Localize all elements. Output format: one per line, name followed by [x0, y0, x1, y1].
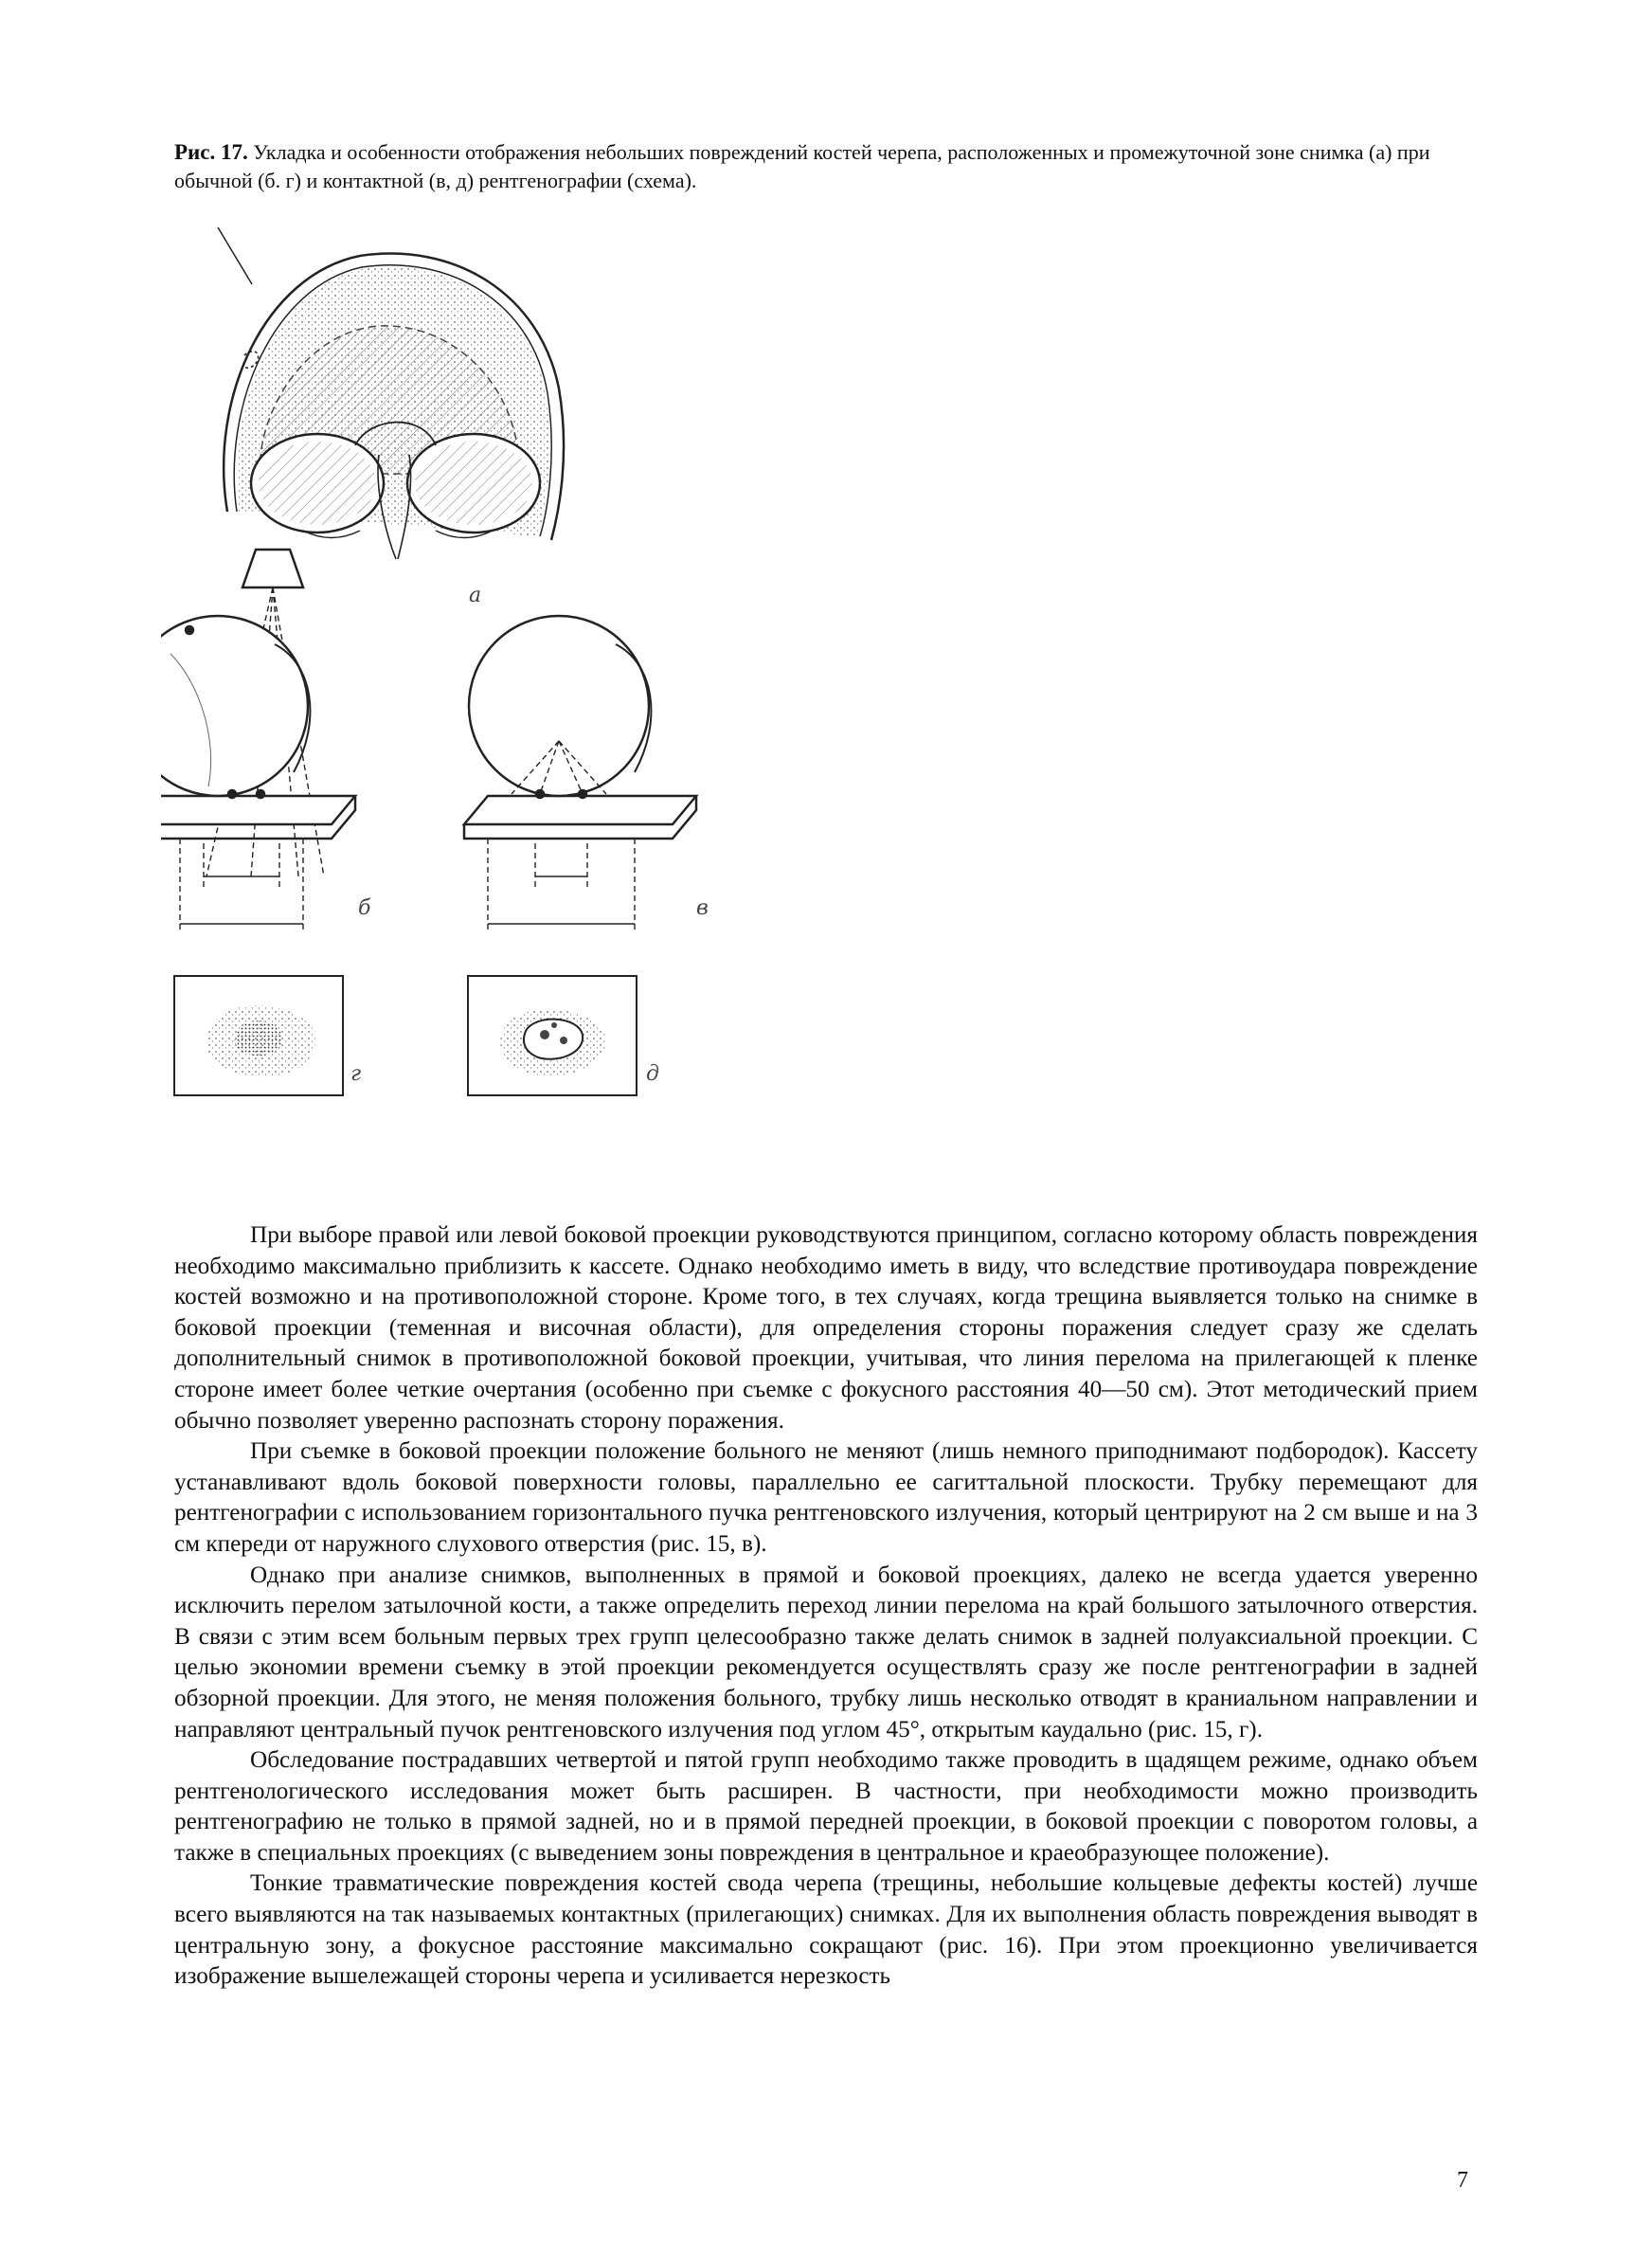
paragraph: Обследование пострадавших четвертой и пятой групп необходимо также проводить в щадящем режиме, однако объем рентгенологического исследования может быть расширен. В частности, при необходимости можно производить рентгенографию не только в прямой задней, но и в прямой передней проекции, в боковой проекции с поворотом головы, а также в специальных проекциях (с выведением зоны повреждения в центральное и краеобразующее положение). [174, 1747, 1478, 1866]
paragraph: При съемке в боковой проекции положение больного не меняют (лишь немного приподнимают подбородок). Кассету устанавливают вдоль боковой поверхности головы, параллельно ее сагиттальной плоскости. Трубку перемещают для рентгенографии с использованием горизонтального пучка рентгеновского излучения, который центрируют на 2 см выше и на 3 см кпереди от наружного слухового отверстия (рис. 15, в). [174, 1438, 1478, 1557]
figure-label-d: д [646, 1062, 659, 1086]
head-ordinary [161, 616, 355, 839]
film-image-contact [468, 976, 637, 1095]
paragraph: Тонкие травматические повреждения костей свода черепа (трещины, небольшие кольцевые дефекты костей) лучше всего выявляются на так называемых контактных (прилегающих) снимках. Для их выполнения область повреждения выводят в центральную зону, а фокусное расстояние максимально сокращают (рис. 16). При этом проекционно увеличивается изображение вышележащей стороны черепа и усиливается нерезкость [174, 1870, 1478, 1990]
figure-caption-label: Рис. 17. [174, 140, 248, 164]
head-contact [464, 616, 696, 839]
film-image-ordinary [174, 976, 343, 1095]
skull-frontal-view [218, 227, 564, 559]
figure-label-g: г [350, 1062, 362, 1086]
page-number: 7 [1457, 2168, 1468, 2193]
figure-caption-text: Укладка и особенности отображения небольших повреждений костей черепа, расположенных и промежуточной зоне снимка (а) при обычной (б. г) и контактной (в, д) рентгенографии (схема). [174, 140, 1430, 192]
dimension-lines-v [488, 839, 635, 933]
paragraph: При выборе правой или левой боковой проекции руководствуются принципом, согласно которому область повреждения необходимо максимально приблизить к кассете. Однако необходимо иметь в виду, что вследствие противоудара повреждение костей возможно и на противоположной стороне. Кроме того, в тех случаях, когда трещина выявляется только на снимке в боковой проекции (теменная и височная области), для определения стороны поражения следует сразу же сделать дополнительный снимок в противоположной боковой проекции, учитывая, что линия перелома на прилегающей к пленке стороне имеет более четкие очертания (особенно при съемке с фокусного расстояния 40—50 см). Этот методический прием обычно позволяет уверенно распознать сторону поражения. [174, 1222, 1478, 1434]
figure-label-b: б [358, 896, 371, 920]
figure-caption [174, 138, 1481, 195]
skull-radiography-figure [161, 227, 824, 1213]
body-text [174, 1220, 1478, 1993]
figure-label-v: в [696, 896, 709, 920]
dimension-lines-b [180, 839, 303, 933]
paragraph: Однако при анализе снимков, выполненных в прямой и боковой проекциях, далеко не всегда удается уверенно исключить перелом затылочной кости, а также определить переход линии перелома на край большого затылочного отверстия. В связи с этим всем больным первых трех групп целесообразно также делать снимок в задней полуаксиальной проекции. С целью экономии времени съемку в этой проекции рекомендуется осуществлять сразу же после рентгенографии в задней обзорной проекции. Для этого, не меняя положения больного, трубку лишь несколько отводят в краниальном направлении и направляют центральный пучок рентгеновского излучения под углом 45°, открытым каудально (рис. 15, г). [174, 1562, 1478, 1742]
figure-label-a: а [469, 584, 482, 607]
